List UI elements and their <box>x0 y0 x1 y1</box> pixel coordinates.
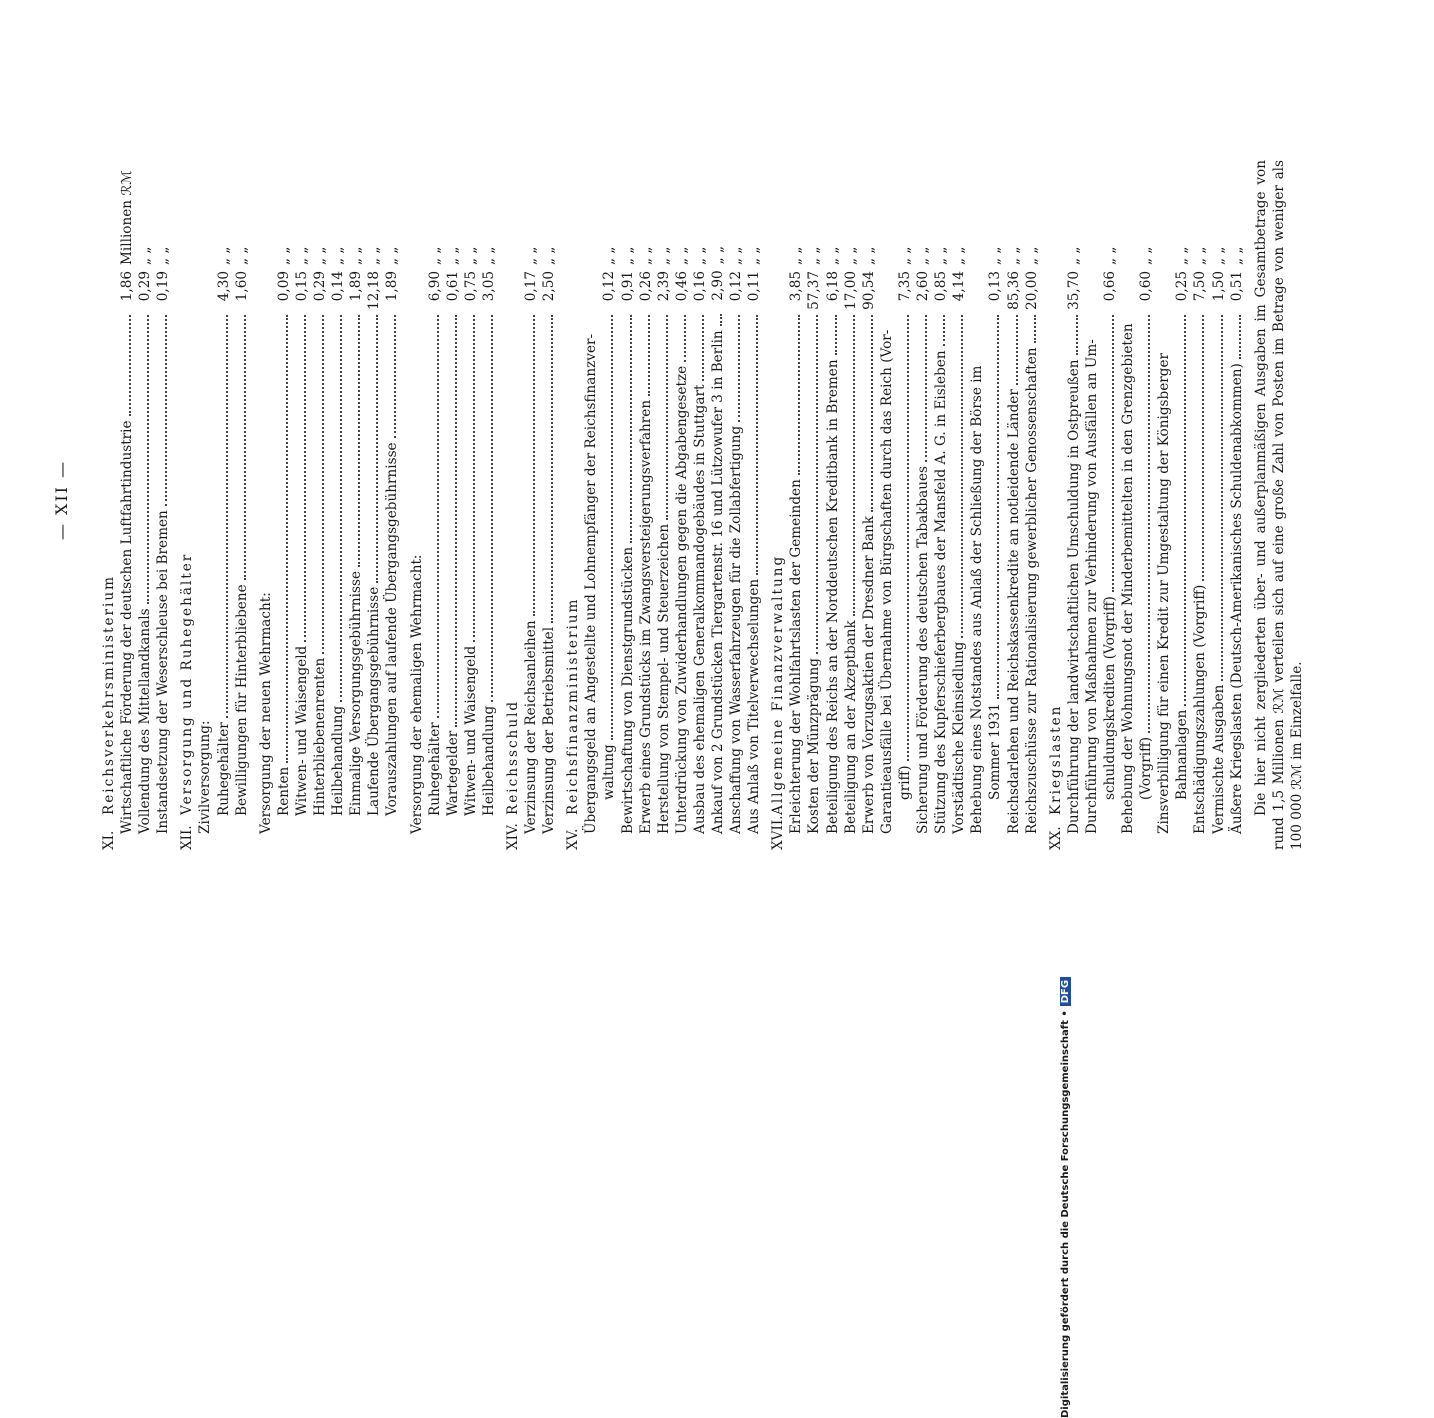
item-label: Aus Anlaß von Titelverwechselungen <box>746 578 763 834</box>
item-value: 12,18 <box>366 271 383 310</box>
item-unit: „ „ <box>215 246 232 265</box>
item-unit: „ „ <box>860 246 877 265</box>
dot-leader <box>304 315 306 642</box>
item-value: 0,29 <box>312 271 329 302</box>
item-unit: „ „ <box>348 246 365 265</box>
dot-leader <box>702 315 704 381</box>
item-unit: „ „ <box>896 246 913 265</box>
line-item <box>329 160 347 850</box>
item-value: 0,25 <box>1174 271 1191 302</box>
line-item <box>365 160 383 850</box>
item-unit: „ „ <box>312 246 329 265</box>
line-item <box>986 160 1004 850</box>
section-title: Kriegslasten <box>1047 704 1064 815</box>
section-title: Reichsfinanzministerium <box>565 597 582 815</box>
section-heading <box>100 160 118 850</box>
dot-leader <box>473 315 475 642</box>
item-value: 85,36 <box>1005 271 1022 310</box>
item-value: 1,89 <box>348 271 365 302</box>
dot-leader <box>286 315 288 763</box>
item-label: Sicherung und Förderung des deutschen Tabakbaues <box>915 466 932 834</box>
line-item <box>118 160 136 850</box>
item-unit: „ „ <box>710 245 726 265</box>
item-value: 2,90 <box>710 270 726 301</box>
item-unit: „ „ <box>842 246 859 265</box>
item-value: 4,14 <box>951 271 968 302</box>
item-unit: „ „ <box>275 246 292 265</box>
section-number: XVII. <box>770 815 787 850</box>
item-unit: „ „ <box>480 246 497 265</box>
item-value: 20,00 <box>1023 271 1040 310</box>
item-value: 3,85 <box>788 271 805 302</box>
dot-leader <box>322 315 324 654</box>
item-label: Herstellung von Stempel- und Steuerzeichen <box>655 523 672 834</box>
line-item-text: Zivilversorgung: <box>197 720 214 834</box>
item-value: 17,00 <box>842 271 859 310</box>
item-unit: „ „ <box>728 246 745 265</box>
line-item <box>1101 160 1119 850</box>
line-item <box>347 160 365 850</box>
line-item <box>462 160 480 850</box>
dot-leader <box>358 315 360 567</box>
item-label: (Vorgriff) <box>1138 736 1155 800</box>
dot-leader <box>1034 315 1036 343</box>
line-item <box>154 160 172 850</box>
item-value: 0,13 <box>987 271 1004 302</box>
item-label: Verzinsung der Reichsanleihen <box>523 620 540 834</box>
line-item <box>896 160 914 850</box>
item-unit: „ „ <box>1101 246 1118 265</box>
item-label: Einmalige Versorgungsgebührnisse <box>348 571 365 816</box>
dot-leader <box>394 315 396 438</box>
dot-leader <box>756 315 758 575</box>
line-item <box>745 160 763 850</box>
item-value: 0,11 <box>746 271 763 302</box>
dot-leader <box>907 315 909 761</box>
dot-leader <box>997 315 999 699</box>
section-number: XI. <box>101 830 117 850</box>
item-value: 0,66 <box>1101 271 1118 302</box>
item-label: Bewirtschaftung von Dienstgrundstücken <box>619 546 636 834</box>
dot-leader <box>648 315 650 396</box>
line-item-text: Behebung der Wohnungsnot der Minderbemittelten in den Grenzgebieten <box>1120 323 1137 834</box>
item-label: Heilbehandlung <box>330 705 347 816</box>
dot-leader <box>147 315 149 604</box>
line-item <box>383 160 401 850</box>
item-label: Unterdrückung von Zuwiderhandlungen gegen die Abgabengesetze <box>673 365 690 834</box>
item-label: Wartegelder <box>444 730 461 816</box>
item-value: 0,16 <box>691 271 708 302</box>
dot-leader <box>1221 315 1223 681</box>
item-unit: „ „ <box>293 246 310 265</box>
item-unit: „ „ <box>426 246 443 265</box>
item-label: schuldungskrediten (Vorgriff) <box>1101 596 1118 800</box>
item-unit: „ „ <box>155 246 172 265</box>
item-value: 0,14 <box>330 271 347 302</box>
item-unit: „ „ <box>1065 246 1082 265</box>
item-unit: „ „ <box>806 246 823 265</box>
item-value: 2,60 <box>915 271 932 302</box>
dot-leader <box>533 315 535 616</box>
item-unit: „ „ <box>691 246 708 265</box>
line-item <box>842 160 860 850</box>
item-label: Vorauszahlungen auf laufende Übergangsgebührnisse <box>384 442 401 816</box>
item-value: 0,51 <box>1228 271 1245 302</box>
item-unit: „ „ <box>330 246 347 265</box>
line-item <box>426 160 444 850</box>
footnote: Die hier nicht zergliederten über- und außerplanmäßigen Ausgaben im Gesamtbetrage von rund 1,5 Millionen ℛℳ verteilen sich auf eine große Zahl von Posten im Betrage von weniger als 100 000 ℛℳ im Einzelfalle. <box>1252 160 1305 850</box>
item-unit: „ „ <box>444 246 461 265</box>
dot-leader <box>551 315 553 623</box>
dot-leader <box>1076 315 1078 355</box>
item-label: Bahnanlagen <box>1174 709 1191 800</box>
item-unit: „ „ <box>1192 246 1209 265</box>
line-item <box>136 160 154 850</box>
item-unit: „ „ <box>673 246 690 265</box>
item-value: 4,30 <box>215 271 232 302</box>
dot-leader <box>943 315 945 346</box>
line-item <box>600 160 618 850</box>
page-number: — XII — <box>52 459 71 541</box>
item-unit: Millionen ℛℳ <box>119 170 136 265</box>
item-unit: „ „ <box>137 246 154 265</box>
line-item <box>1191 160 1209 850</box>
item-label: Ankauf von 2 Grundstücken Tiergartenstr. 16 und Lützowufer 3 in Berlin <box>710 330 726 834</box>
dot-leader <box>835 315 837 355</box>
item-unit: „ „ <box>915 246 932 265</box>
item-value: 0,46 <box>673 271 690 302</box>
item-unit: „ „ <box>601 246 618 265</box>
line-item-text: Versorgung der neuen Wehrmacht: <box>257 592 274 834</box>
dot-leader <box>720 314 722 326</box>
item-value: 0,29 <box>137 271 154 302</box>
item-label: Wirtschaftliche Förderung der deutschen Luftfahrtindustrie <box>119 420 136 834</box>
item-value: 0,19 <box>155 271 172 302</box>
dot-leader <box>129 315 131 416</box>
item-label: Verzinsung der Betriebsmittel <box>541 626 558 834</box>
item-label: Erwerb von Vorzugsaktien der Dresdner Bank <box>860 515 877 834</box>
line-item <box>709 160 727 850</box>
line-item <box>950 160 968 850</box>
item-value: 0,26 <box>637 271 654 302</box>
line-item-text: Garantieausfälle bei Übernahme von Bürgschaften durch das Reich (Vor- <box>878 329 895 834</box>
dot-leader <box>1016 315 1018 385</box>
item-value: 6,90 <box>426 271 443 302</box>
item-value: 0,12 <box>601 271 618 302</box>
dot-leader <box>853 315 855 616</box>
dot-leader <box>871 315 873 512</box>
item-unit: „ „ <box>366 246 383 265</box>
dot-leader <box>666 315 668 520</box>
dot-leader <box>244 315 246 580</box>
section-title: Reichsverkehrsministerium <box>101 574 117 815</box>
item-value: 0,61 <box>444 271 461 302</box>
line-item <box>1228 160 1246 850</box>
item-unit: „ „ <box>619 246 636 265</box>
item-unit: „ „ <box>655 246 672 265</box>
item-label: Erleichterung der Wohlfahrtslasten der Gemeinden <box>788 479 805 834</box>
item-value: 6,18 <box>824 271 841 302</box>
dot-leader <box>226 315 228 718</box>
line-item <box>1023 160 1041 850</box>
line-item <box>522 160 540 850</box>
item-value: 0,09 <box>275 271 292 302</box>
item-label: waltung <box>601 744 618 800</box>
item-value: 1,50 <box>1210 271 1227 302</box>
item-label: Stützung des Kupferschieferbergbaues der Mansfeld A. G. in Eisleben <box>933 350 950 834</box>
line-item <box>860 160 878 850</box>
dot-leader <box>1239 315 1241 359</box>
line-item <box>824 160 842 850</box>
line-item-text: Übergangsgeld an Angestellte und Lohnempfänger der Reichsfinanzver- <box>583 333 600 834</box>
section-number: XX. <box>1047 826 1064 850</box>
item-value: 1,86 <box>119 271 136 302</box>
item-value: 7,50 <box>1192 271 1209 302</box>
line-item-text: Zinsverbilligung für einen Kredit zur Umgestaltung der Königsberger <box>1156 352 1173 834</box>
item-value: 35,70 <box>1065 271 1082 310</box>
line-item <box>215 160 233 850</box>
item-value: 1,89 <box>384 271 401 302</box>
item-value: 90,54 <box>860 271 877 310</box>
item-label: Kosten der Münzprägung <box>806 658 823 834</box>
item-value: 0,60 <box>1138 271 1155 302</box>
item-label: Erwerb eines Grundstücks im Zwangsversteigerungsverfahren <box>637 399 654 834</box>
item-label: Vermischte Ausgaben <box>1210 684 1227 834</box>
item-unit: „ „ <box>1174 246 1191 265</box>
section-number: XII. <box>179 825 196 850</box>
line-item <box>1210 160 1228 850</box>
line-item <box>619 160 637 850</box>
item-value: 2,50 <box>541 271 558 302</box>
item-label: Vorstädtische Kleinsiedlung <box>951 641 968 834</box>
item-value: 0,91 <box>619 271 636 302</box>
item-label: Heilbehandlung <box>480 705 497 816</box>
item-label: Laufende Übergangsgebührnisse <box>366 586 383 816</box>
section-heading <box>504 160 522 850</box>
section-title: Allgemeine Finanzverwaltung <box>770 554 787 815</box>
line-item-text: Versorgung der ehemaligen Wehrmacht: <box>408 554 425 834</box>
section-heading <box>769 160 787 850</box>
item-value: 0,85 <box>933 271 950 302</box>
dot-leader <box>738 315 740 422</box>
line-item <box>914 160 932 850</box>
item-unit: „ „ <box>788 246 805 265</box>
dot-leader <box>1148 315 1150 733</box>
dot-leader <box>437 315 439 718</box>
item-unit: „ „ <box>987 246 1004 265</box>
item-label: Beteiligung an der Akzeptbank <box>842 620 859 834</box>
item-label: Witwen- und Waisengeld <box>462 645 479 816</box>
line-item <box>1005 160 1023 850</box>
item-unit: „ „ <box>523 246 540 265</box>
section-heading <box>178 160 196 850</box>
line-item <box>480 160 498 850</box>
item-label: Beteiligung des Reichs an der Norddeutschen Kreditbank in Bremen <box>824 359 841 834</box>
item-label: Sommer 1931 <box>987 703 1004 800</box>
item-unit: „ „ <box>933 246 950 265</box>
item-label: Bewilligungen für Hinterbliebene <box>233 584 250 816</box>
line-item <box>311 160 329 850</box>
line-item <box>444 160 462 850</box>
watermark-text: Digitalisierung gefördert durch die Deutsche Forschungsgemeinschaft • <box>1060 1010 1071 1418</box>
item-label: Instandsetzung der Weserschleuse bei Bremen <box>155 510 172 834</box>
item-label: Hinterbliebenenrenten <box>312 657 329 816</box>
item-label: Anschaffung von Wasserfahrzeugen für die Zollabfertigung <box>728 425 745 834</box>
dot-leader <box>798 315 800 475</box>
item-label: Reichszuschüsse zur Rationalisierung gewerblicher Genossenschaften <box>1023 347 1040 834</box>
item-value: 7,35 <box>896 271 913 302</box>
line-item-text: Durchführung von Maßnahmen zur Verhinderung von Ausfällen an Um- <box>1083 339 1100 834</box>
line-item <box>233 160 251 850</box>
item-unit: „ „ <box>951 246 968 265</box>
line-item <box>673 160 691 850</box>
item-label: Witwen- und Waisengeld <box>293 645 310 816</box>
item-label: Reichsdarlehen und Reichskassenkredite an notleidende Länder <box>1005 389 1022 834</box>
item-value: 0,12 <box>728 271 745 302</box>
item-label: Ruhegehälter <box>426 722 443 816</box>
item-label: griff) <box>896 765 913 800</box>
section-heading <box>564 160 582 850</box>
item-unit: „ „ <box>541 246 558 265</box>
line-item <box>691 160 709 850</box>
dot-leader <box>1184 315 1186 706</box>
item-value: 3,05 <box>480 271 497 302</box>
item-label: Vollendung des Mittellandkanals <box>137 608 154 834</box>
dot-leader <box>455 315 457 727</box>
item-value: 0,17 <box>523 271 540 302</box>
item-label: Renten <box>275 766 292 816</box>
line-item <box>540 160 558 850</box>
dot-leader <box>816 315 818 654</box>
line-item <box>655 160 673 850</box>
item-label: Durchführung der landwirtschaftlichen Umschuldung in Ostpreußen <box>1065 359 1082 834</box>
dot-leader <box>1112 315 1114 592</box>
dfg-logo: DFG <box>1060 977 1071 1006</box>
item-unit: „ „ <box>1138 246 1155 265</box>
item-unit: „ „ <box>824 246 841 265</box>
line-item-text: Behebung eines Notstandes aus Anlaß der Schließung der Börse im <box>969 365 986 834</box>
item-unit: „ „ <box>1210 246 1227 265</box>
item-unit: „ „ <box>746 246 763 265</box>
item-value: 2,39 <box>655 271 672 302</box>
item-value: 0,15 <box>293 271 310 302</box>
line-item <box>275 160 293 850</box>
line-item <box>805 160 823 850</box>
dot-leader <box>165 315 167 506</box>
item-unit: „ „ <box>462 246 479 265</box>
dot-leader <box>340 315 342 702</box>
item-label: Entschädigungszahlungen (Vorgriff) <box>1192 584 1209 834</box>
item-value: 57,37 <box>806 271 823 310</box>
item-label: Ausbau des ehemaligen Generalkommandogebäudes in Stuttgart <box>691 384 708 834</box>
section-title: Versorgung und Ruhegehälter <box>179 552 196 815</box>
section-number: XV. <box>565 828 582 850</box>
item-value: 1,60 <box>233 271 250 302</box>
item-unit: „ „ <box>1228 246 1245 265</box>
dot-leader <box>491 315 493 702</box>
item-label: Ruhegehälter <box>215 722 232 816</box>
line-item <box>727 160 745 850</box>
dot-leader <box>376 315 378 583</box>
dot-leader <box>630 315 632 543</box>
line-item <box>932 160 950 850</box>
section-title: Reichsschuld <box>504 699 521 815</box>
dot-leader <box>611 315 613 740</box>
watermark <box>1060 418 1071 1418</box>
section-number: XIV. <box>504 823 521 850</box>
item-unit: „ „ <box>637 246 654 265</box>
line-item <box>1173 160 1191 850</box>
line-item <box>1137 160 1155 850</box>
item-value: 0,75 <box>462 271 479 302</box>
item-unit: „ „ <box>1005 246 1022 265</box>
line-item <box>293 160 311 850</box>
line-item <box>637 160 655 850</box>
line-item <box>787 160 805 850</box>
item-unit: „ „ <box>233 246 250 265</box>
budget-list <box>100 160 1306 850</box>
item-unit: „ „ <box>1023 246 1040 265</box>
dot-leader <box>684 315 686 362</box>
dot-leader <box>925 315 927 462</box>
item-unit: „ „ <box>384 246 401 265</box>
dot-leader <box>961 315 963 638</box>
item-label: Äußere Kriegslasten (Deutsch-Amerikanisches Schuldenabkommen) <box>1228 363 1245 834</box>
dot-leader <box>1202 315 1204 581</box>
